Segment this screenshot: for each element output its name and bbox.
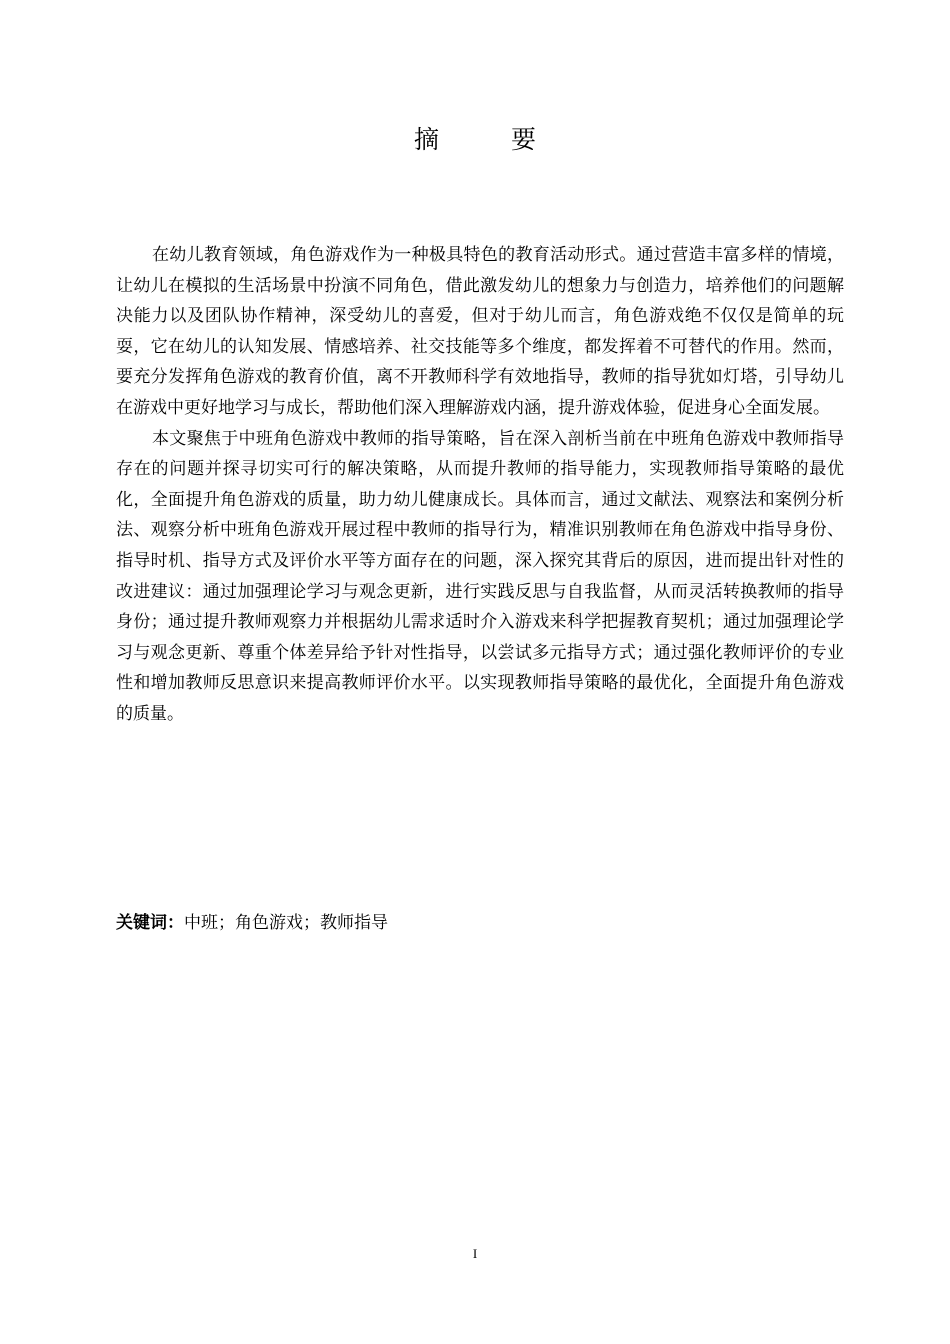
keywords-label: 关键词： xyxy=(116,913,184,933)
abstract-body xyxy=(116,240,844,730)
keywords-line xyxy=(116,908,844,938)
abstract-title: 摘 要 xyxy=(414,125,568,154)
page-number: I xyxy=(472,1246,478,1261)
abstract-paragraph-1: 在幼儿教育领域，角色游戏作为一种极具特色的教育活动形式。通过营造丰富多样的情境，让幼儿在模拟的生活场景中扮演不同角色，借此激发幼儿的想象力与创造力，培养他们的问题解决能力以及团队协作精神，深受幼儿的喜爱，但对于幼儿而言，角色游戏绝不仅仅是简单的玩耍，它在幼儿的认知发展、情感培养、社交技能等多个维度，都发挥着不可替代的作用。然而，要充分发挥角色游戏的教育价值，离不开教师科学有效地指导，教师的指导犹如灯塔，引导幼儿在游戏中更好地学习与成长，帮助他们深入理解游戏内涵，提升游戏体验，促进身心全面发展。 xyxy=(116,245,844,418)
keywords-value: 中班；角色游戏；教师指导 xyxy=(184,913,388,933)
abstract-paragraph-2: 本文聚焦于中班角色游戏中教师的指导策略，旨在深入剖析当前在中班角色游戏中教师指导存在的问题并探寻切实可行的解决策略，从而提升教师的指导能力，实现教师指导策略的最优化，全面提升角色游戏的质量，助力幼儿健康成长。具体而言，通过文献法、观察法和案例分析法、观察分析中班角色游戏开展过程中教师的指导行为，精准识别教师在角色游戏中指导身份、指导时机、指导方式及评价水平等方面存在的问题，深入探究其背后的原因，进而提出针对性的改进建议：通过加强理论学习与观念更新，进行实践反思与自我监督，从而灵活转换教师的指导身份；通过提升教师观察力并根据幼儿需求适时介入游戏来科学把握教育契机；通过加强理论学习与观念更新、尊重个体差异给予针对性指导，以尝试多元指导方式；通过强化教师评价的专业性和增加教师反思意识来提高教师评价水平。以实现教师指导策略的最优化，全面提升角色游戏的质量。 xyxy=(116,428,844,724)
